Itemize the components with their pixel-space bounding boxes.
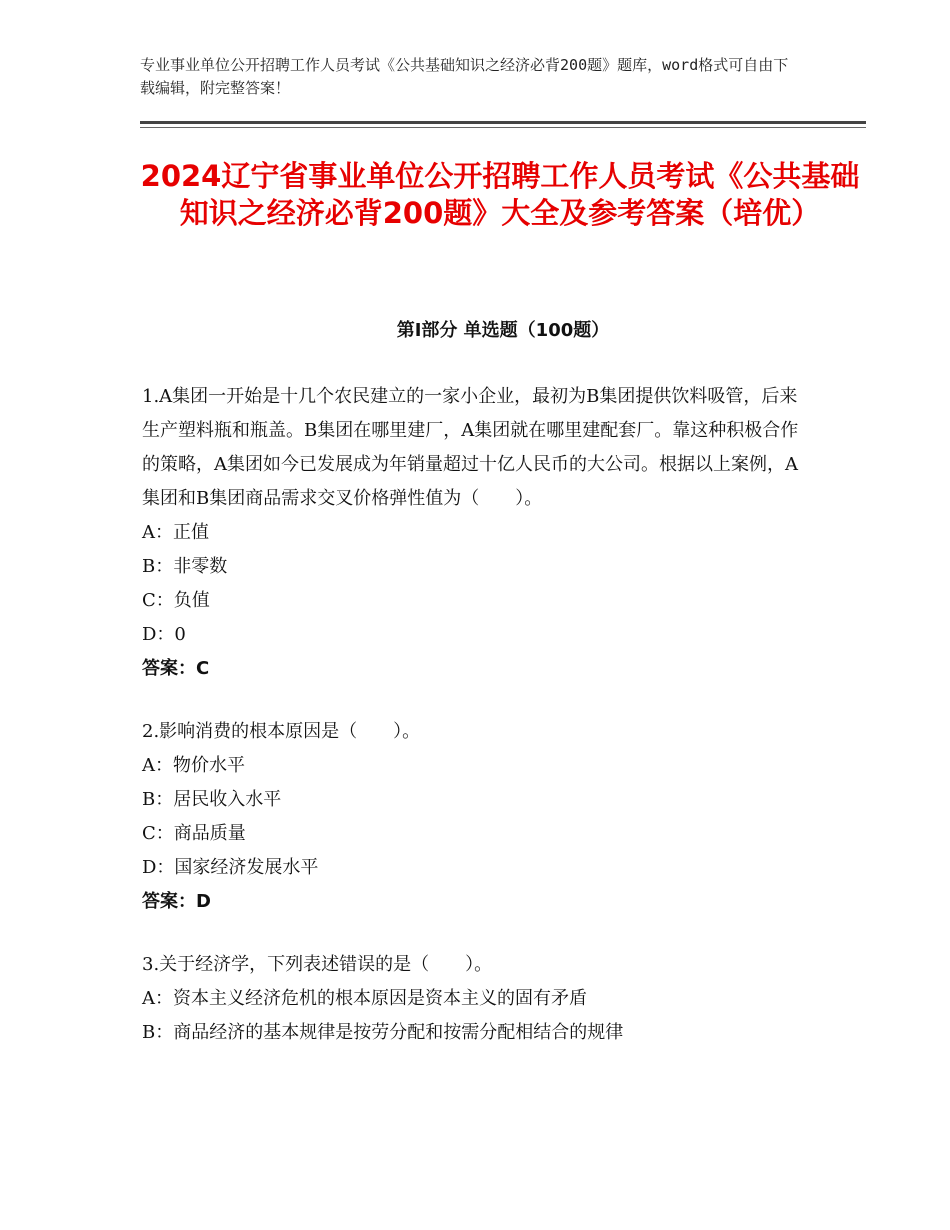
header-rule-thick: [140, 121, 866, 124]
header-note: 专业事业单位公开招聘工作人员考试《公共基础知识之经济必背200题》题库，word格式可自由下载编辑，附完整答案！: [140, 56, 789, 97]
option-d: D：0: [142, 624, 186, 645]
option-b: B：商品经济的基本规律是按劳分配和按需分配相结合的规律: [142, 1022, 624, 1043]
question-list: [142, 380, 810, 1079]
question-stem: 1.A集团一开始是十几个农民建立的一家小企业，最初为B集团提供饮料吸管，后来生产塑料瓶和瓶盖。B集团在哪里建厂，A集团就在哪里建配套厂。靠这种积极合作的策略，A集团如今已发展成为年销量超过十亿人民币的大公司。根据以上案例，A集团和B集团商品需求交叉价格弹性值为（ ）。: [142, 386, 799, 509]
section-title: 第Ⅰ部分 单选题（100题）: [396, 320, 610, 341]
option-a: A：正值: [142, 522, 209, 543]
option-d: D：国家经济发展水平: [142, 857, 319, 878]
question-3: [142, 948, 810, 1050]
option-c: C：商品质量: [142, 823, 246, 844]
question-1: [142, 380, 810, 686]
option-b: B：居民收入水平: [142, 789, 282, 810]
answer-line: 答案：D: [142, 891, 211, 912]
question-2: [142, 715, 810, 919]
option-a: A：资本主义经济危机的根本原因是资本主义的固有矛盾: [142, 988, 587, 1009]
question-stem: 3.关于经济学，下列表述错误的是（ ）。: [142, 954, 493, 975]
question-stem: 2.影响消费的根本原因是（ ）。: [142, 721, 421, 742]
option-a: A：物价水平: [142, 755, 245, 776]
document-title: 2024辽宁省事业单位公开招聘工作人员考试《公共基础知识之经济必背200题》大全及参考答案（培优）: [140, 159, 860, 230]
option-c: C：负值: [142, 590, 210, 611]
header-rule-thin: [140, 127, 866, 128]
answer-line: 答案：C: [142, 658, 210, 679]
option-b: B：非零数: [142, 556, 228, 577]
